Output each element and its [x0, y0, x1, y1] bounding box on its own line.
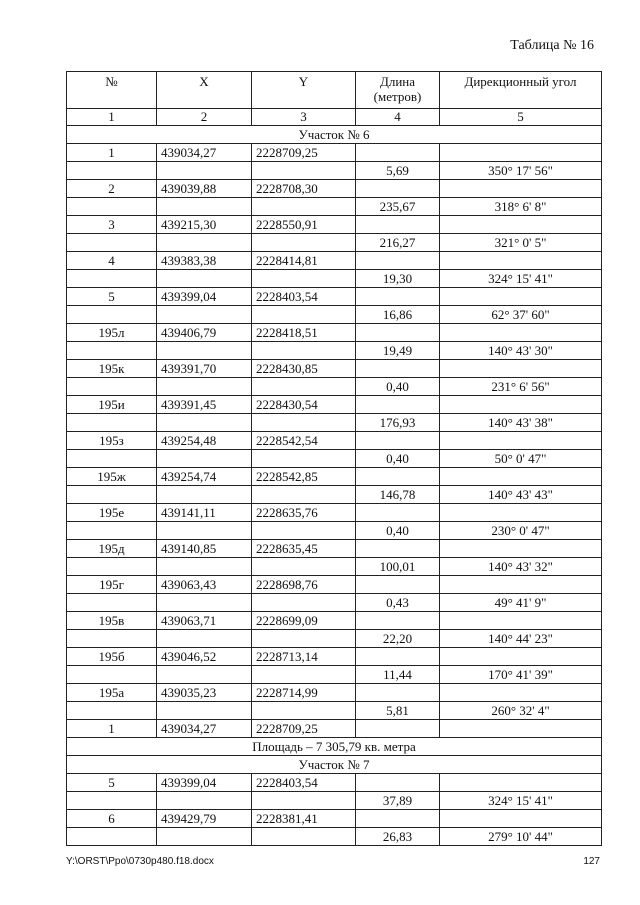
column-number: 1 [67, 109, 157, 126]
empty-cell [356, 774, 440, 792]
empty-cell [252, 522, 356, 540]
empty-cell [157, 630, 252, 648]
empty-cell [440, 540, 602, 558]
empty-cell [67, 342, 157, 360]
directional-angle: 140° 43' 38" [440, 414, 602, 432]
point-number: 195д [67, 540, 157, 558]
empty-cell [252, 306, 356, 324]
empty-cell [440, 432, 602, 450]
empty-cell [356, 540, 440, 558]
point-number: 195л [67, 324, 157, 342]
empty-cell [356, 360, 440, 378]
coord-x: 439399,04 [157, 774, 252, 792]
empty-cell [157, 342, 252, 360]
directional-angle: 231° 6' 56" [440, 378, 602, 396]
directional-angle: 140° 43' 43" [440, 486, 602, 504]
header-length: Длина (метров) [356, 72, 440, 109]
segment-length: 235,67 [356, 198, 440, 216]
empty-cell [157, 558, 252, 576]
coord-x: 439399,04 [157, 288, 252, 306]
page-number: 127 [583, 856, 600, 867]
header-angle: Дирекционный угол [440, 72, 602, 109]
point-row [67, 774, 602, 792]
empty-cell [67, 522, 157, 540]
segment-row [67, 486, 602, 504]
directional-angle: 230° 0' 47" [440, 522, 602, 540]
point-row [67, 360, 602, 378]
empty-cell [67, 666, 157, 684]
coord-y: 2228414,81 [252, 252, 356, 270]
empty-cell [440, 216, 602, 234]
empty-cell [67, 414, 157, 432]
table-header-row [67, 72, 602, 109]
empty-cell [67, 630, 157, 648]
segment-row [67, 630, 602, 648]
directional-angle: 140° 44' 23" [440, 630, 602, 648]
coord-x: 439383,38 [157, 252, 252, 270]
point-row [67, 468, 602, 486]
coord-y: 2228709,25 [252, 720, 356, 738]
directional-angle: 170° 41' 39" [440, 666, 602, 684]
point-row [67, 720, 602, 738]
header-x: X [157, 72, 252, 109]
coord-x: 439034,27 [157, 144, 252, 162]
coord-y: 2228699,09 [252, 612, 356, 630]
column-number: 3 [252, 109, 356, 126]
coord-x: 439406,79 [157, 324, 252, 342]
segment-row [67, 198, 602, 216]
directional-angle: 318° 6' 8" [440, 198, 602, 216]
section-row [67, 126, 602, 144]
empty-cell [157, 594, 252, 612]
empty-cell [157, 450, 252, 468]
segment-length: 100,01 [356, 558, 440, 576]
directional-angle: 324° 15' 41" [440, 792, 602, 810]
footer-file-path: Y:\ORST\Ppo\0730p480.f18.docx [66, 856, 214, 867]
segment-row [67, 306, 602, 324]
segment-row [67, 828, 602, 846]
segment-row [67, 666, 602, 684]
empty-cell [157, 666, 252, 684]
empty-cell [67, 828, 157, 846]
coord-x: 439254,74 [157, 468, 252, 486]
coord-y: 2228542,54 [252, 432, 356, 450]
coord-x: 439391,45 [157, 396, 252, 414]
segment-length: 176,93 [356, 414, 440, 432]
empty-cell [67, 702, 157, 720]
empty-cell [440, 612, 602, 630]
point-row [67, 432, 602, 450]
directional-angle: 50° 0' 47" [440, 450, 602, 468]
empty-cell [440, 144, 602, 162]
coord-x: 439035,23 [157, 684, 252, 702]
point-number: 1 [67, 720, 157, 738]
empty-cell [252, 198, 356, 216]
point-number: 3 [67, 216, 157, 234]
point-row [67, 288, 602, 306]
empty-cell [356, 216, 440, 234]
coord-x: 439254,48 [157, 432, 252, 450]
coord-y: 2228708,30 [252, 180, 356, 198]
empty-cell [356, 612, 440, 630]
column-number: 2 [157, 109, 252, 126]
empty-cell [157, 162, 252, 180]
empty-cell [252, 450, 356, 468]
empty-cell [440, 396, 602, 414]
point-row [67, 180, 602, 198]
column-numbers-row [67, 109, 602, 126]
segment-length: 16,86 [356, 306, 440, 324]
empty-cell [67, 450, 157, 468]
coord-x: 439063,43 [157, 576, 252, 594]
coord-x: 439429,79 [157, 810, 252, 828]
coord-x: 439215,30 [157, 216, 252, 234]
coord-x: 439046,52 [157, 648, 252, 666]
empty-cell [157, 414, 252, 432]
coord-x: 439039,88 [157, 180, 252, 198]
empty-cell [157, 792, 252, 810]
segment-length: 37,89 [356, 792, 440, 810]
section-title: Участок № 7 [67, 756, 602, 774]
point-row [67, 576, 602, 594]
segment-row [67, 162, 602, 180]
empty-cell [356, 576, 440, 594]
header-y: Y [252, 72, 356, 109]
segment-length: 0,43 [356, 594, 440, 612]
directional-angle: 140° 43' 30" [440, 342, 602, 360]
point-number: 195к [67, 360, 157, 378]
point-number: 195е [67, 504, 157, 522]
point-number: 195б [67, 648, 157, 666]
empty-cell [157, 702, 252, 720]
empty-cell [157, 306, 252, 324]
empty-cell [356, 252, 440, 270]
column-number: 5 [440, 109, 602, 126]
segment-row [67, 414, 602, 432]
directional-angle: 140° 43' 32" [440, 558, 602, 576]
empty-cell [252, 594, 356, 612]
empty-cell [252, 414, 356, 432]
point-row [67, 504, 602, 522]
point-row [67, 810, 602, 828]
empty-cell [440, 288, 602, 306]
segment-length: 26,83 [356, 828, 440, 846]
coord-y: 2228403,54 [252, 288, 356, 306]
empty-cell [67, 558, 157, 576]
segment-length: 0,40 [356, 450, 440, 468]
empty-cell [356, 684, 440, 702]
empty-cell [356, 180, 440, 198]
segment-row [67, 558, 602, 576]
point-row [67, 396, 602, 414]
empty-cell [440, 774, 602, 792]
coord-x: 439140,85 [157, 540, 252, 558]
point-number: 5 [67, 288, 157, 306]
empty-cell [157, 522, 252, 540]
point-number: 2 [67, 180, 157, 198]
coord-y: 2228550,91 [252, 216, 356, 234]
coord-y: 2228542,85 [252, 468, 356, 486]
empty-cell [67, 378, 157, 396]
point-row [67, 324, 602, 342]
coord-y: 2228430,54 [252, 396, 356, 414]
point-row [67, 612, 602, 630]
empty-cell [252, 234, 356, 252]
empty-cell [356, 432, 440, 450]
empty-cell [252, 558, 356, 576]
segment-length: 5,69 [356, 162, 440, 180]
directional-angle: 321° 0' 5" [440, 234, 602, 252]
empty-cell [440, 648, 602, 666]
segment-row [67, 270, 602, 288]
empty-cell [356, 144, 440, 162]
segment-length: 11,44 [356, 666, 440, 684]
coordinates-table [66, 71, 602, 846]
point-number: 195г [67, 576, 157, 594]
empty-cell [252, 630, 356, 648]
segment-length: 19,30 [356, 270, 440, 288]
coord-x: 439391,70 [157, 360, 252, 378]
coord-y: 2228714,99 [252, 684, 356, 702]
coord-y: 2228403,54 [252, 774, 356, 792]
point-row [67, 216, 602, 234]
empty-cell [440, 468, 602, 486]
segment-length: 146,78 [356, 486, 440, 504]
empty-cell [67, 792, 157, 810]
point-row [67, 684, 602, 702]
coord-y: 2228635,76 [252, 504, 356, 522]
empty-cell [356, 468, 440, 486]
segment-row [67, 594, 602, 612]
empty-cell [157, 828, 252, 846]
directional-angle: 260° 32' 4" [440, 702, 602, 720]
directional-angle: 279° 10' 44" [440, 828, 602, 846]
coord-y: 2228709,25 [252, 144, 356, 162]
coord-y: 2228698,76 [252, 576, 356, 594]
coord-y: 2228635,45 [252, 540, 356, 558]
empty-cell [157, 234, 252, 252]
segment-row [67, 378, 602, 396]
point-number: 5 [67, 774, 157, 792]
empty-cell [157, 486, 252, 504]
coord-x: 439141,11 [157, 504, 252, 522]
point-number: 6 [67, 810, 157, 828]
coord-y: 2228418,51 [252, 324, 356, 342]
empty-cell [356, 810, 440, 828]
point-row [67, 648, 602, 666]
segment-length: 0,40 [356, 378, 440, 396]
point-row [67, 252, 602, 270]
empty-cell [67, 162, 157, 180]
empty-cell [67, 486, 157, 504]
point-row [67, 540, 602, 558]
empty-cell [356, 720, 440, 738]
section-title: Площадь – 7 305,79 кв. метра [67, 738, 602, 756]
empty-cell [440, 252, 602, 270]
empty-cell [157, 270, 252, 288]
empty-cell [252, 162, 356, 180]
table-body [67, 126, 602, 846]
segment-length: 5,81 [356, 702, 440, 720]
empty-cell [157, 378, 252, 396]
empty-cell [440, 810, 602, 828]
coord-y: 2228381,41 [252, 810, 356, 828]
empty-cell [252, 342, 356, 360]
empty-cell [252, 666, 356, 684]
point-number: 195и [67, 396, 157, 414]
header-number: № [67, 72, 157, 109]
empty-cell [356, 396, 440, 414]
empty-cell [67, 594, 157, 612]
segment-length: 22,20 [356, 630, 440, 648]
table-caption: Таблица № 16 [510, 38, 594, 53]
segment-row [67, 450, 602, 468]
point-number: 1 [67, 144, 157, 162]
segment-length: 216,27 [356, 234, 440, 252]
segment-row [67, 342, 602, 360]
directional-angle: 324° 15' 41" [440, 270, 602, 288]
empty-cell [252, 378, 356, 396]
empty-cell [440, 180, 602, 198]
coord-x: 439063,71 [157, 612, 252, 630]
empty-cell [440, 324, 602, 342]
empty-cell [440, 360, 602, 378]
segment-length: 0,40 [356, 522, 440, 540]
section-row [67, 756, 602, 774]
directional-angle: 62° 37' 60" [440, 306, 602, 324]
segment-row [67, 792, 602, 810]
section-title: Участок № 6 [67, 126, 602, 144]
point-number: 195з [67, 432, 157, 450]
empty-cell [356, 324, 440, 342]
empty-cell [440, 576, 602, 594]
segment-row [67, 234, 602, 252]
directional-angle: 350° 17' 56" [440, 162, 602, 180]
empty-cell [356, 504, 440, 522]
empty-cell [252, 792, 356, 810]
empty-cell [67, 198, 157, 216]
empty-cell [157, 198, 252, 216]
point-number: 4 [67, 252, 157, 270]
empty-cell [440, 504, 602, 522]
empty-cell [440, 684, 602, 702]
point-number: 195а [67, 684, 157, 702]
coord-x: 439034,27 [157, 720, 252, 738]
empty-cell [67, 306, 157, 324]
empty-cell [440, 720, 602, 738]
segment-row [67, 522, 602, 540]
section-row [67, 738, 602, 756]
column-number: 4 [356, 109, 440, 126]
empty-cell [252, 270, 356, 288]
point-row [67, 144, 602, 162]
coord-y: 2228713,14 [252, 648, 356, 666]
empty-cell [67, 270, 157, 288]
empty-cell [252, 828, 356, 846]
point-number: 195в [67, 612, 157, 630]
directional-angle: 49° 41' 9" [440, 594, 602, 612]
segment-row [67, 702, 602, 720]
coord-y: 2228430,85 [252, 360, 356, 378]
point-number: 195ж [67, 468, 157, 486]
empty-cell [252, 486, 356, 504]
empty-cell [252, 702, 356, 720]
segment-length: 19,49 [356, 342, 440, 360]
empty-cell [356, 288, 440, 306]
empty-cell [356, 648, 440, 666]
empty-cell [67, 234, 157, 252]
